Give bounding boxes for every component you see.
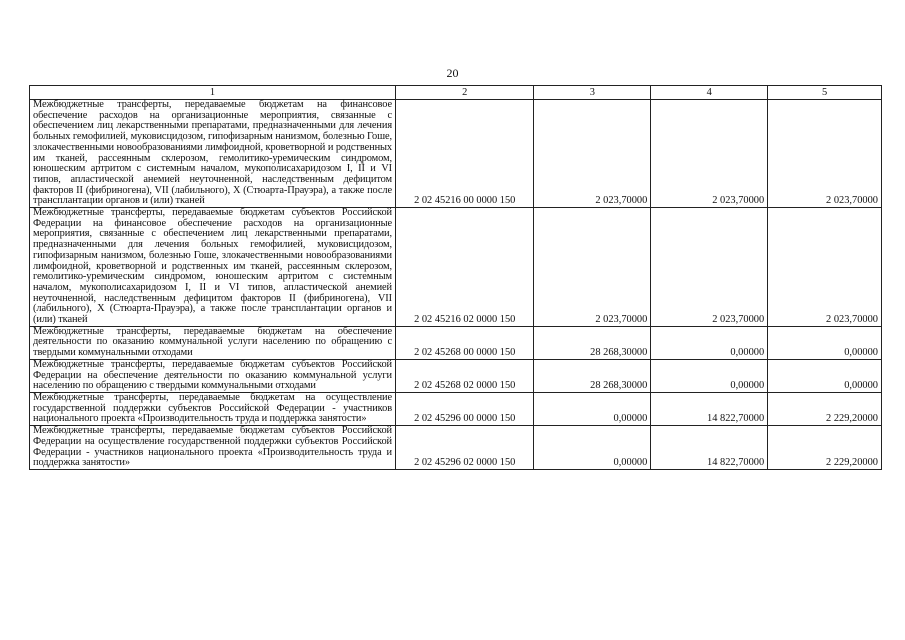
row-value-col3: 2 023,70000 <box>534 100 651 208</box>
header-row <box>30 86 882 100</box>
row-description: Межбюджетные трансферты, передаваемые бюджетам на финансовое обеспечение расходов на организационные мероприятия, связанные с обеспечением лиц лекарственными препаратами, предназначенными для лечения больных гемофилией, муковисцидозом, гипофизарным нанизмом, болезнью Гоше, злокачественными новообразованиями лимфоидной, кроветворной и родственных им тканей, рассеянным склерозом, гемолитико-уремическим синдромом, юношеским артритом с системным началом, мукополисахаридозом I, II и VI типов, апластической анемией неуточненной, наследственным дефицитом факторов II (фибриногена), VII (лабильного), X (Стюарта-Прауэра), а также после трансплантации органов и (или) тканей <box>30 100 396 208</box>
row-code: 2 02 45268 02 0000 150 <box>396 359 534 392</box>
row-value-col4: 2 023,70000 <box>651 208 768 327</box>
table-row <box>30 326 882 359</box>
table-row <box>30 426 882 470</box>
row-value-col5: 0,00000 <box>768 326 882 359</box>
row-value-col4: 0,00000 <box>651 359 768 392</box>
row-value-col3: 2 023,70000 <box>534 208 651 327</box>
row-value-col3: 28 268,30000 <box>534 359 651 392</box>
row-code: 2 02 45296 00 0000 150 <box>396 392 534 425</box>
column-header-4: 4 <box>651 86 768 100</box>
row-value-col4: 14 822,70000 <box>651 426 768 470</box>
row-code: 2 02 45216 00 0000 150 <box>396 100 534 208</box>
table-row <box>30 100 882 208</box>
row-code: 2 02 45216 02 0000 150 <box>396 208 534 327</box>
row-value-col5: 2 023,70000 <box>768 208 882 327</box>
row-code: 2 02 45296 02 0000 150 <box>396 426 534 470</box>
row-value-col4: 2 023,70000 <box>651 100 768 208</box>
row-value-col4: 14 822,70000 <box>651 392 768 425</box>
row-description: Межбюджетные трансферты, передаваемые бюджетам на осуществление государственной поддержки субъектов Российской Федерации - участников национального проекта «Производительность труда и поддержка занятости» <box>30 392 396 425</box>
row-value-col4: 0,00000 <box>651 326 768 359</box>
table-row <box>30 392 882 425</box>
column-header-1: 1 <box>30 86 396 100</box>
row-value-col5: 0,00000 <box>768 359 882 392</box>
row-description: Межбюджетные трансферты, передаваемые бюджетам субъектов Российской Федерации на обеспечение деятельности по оказанию коммунальной услуги населению по обращению с твердыми коммунальными отходами <box>30 359 396 392</box>
row-value-col3: 0,00000 <box>534 392 651 425</box>
budget-table <box>29 85 882 470</box>
row-value-col5: 2 023,70000 <box>768 100 882 208</box>
row-code: 2 02 45268 00 0000 150 <box>396 326 534 359</box>
table-row <box>30 208 882 327</box>
row-description: Межбюджетные трансферты, передаваемые бюджетам на обеспечение деятельности по оказанию коммунальной услуги населению по обращению с твердыми коммунальными отходами <box>30 326 396 359</box>
row-value-col5: 2 229,20000 <box>768 392 882 425</box>
table-row <box>30 359 882 392</box>
row-value-col5: 2 229,20000 <box>768 426 882 470</box>
row-value-col3: 0,00000 <box>534 426 651 470</box>
page-number: 20 <box>446 66 459 80</box>
column-header-3: 3 <box>534 86 651 100</box>
row-description: Межбюджетные трансферты, передаваемые бюджетам субъектов Российской Федерации на осуществление государственной поддержки субъектов Российской Федерации - участников национального проекта «Производительность труда и поддержка занятости» <box>30 426 396 470</box>
column-header-2: 2 <box>396 86 534 100</box>
row-value-col3: 28 268,30000 <box>534 326 651 359</box>
row-description: Межбюджетные трансферты, передаваемые бюджетам субъектов Российской Федерации на финансовое обеспечение расходов на организационные мероприятия, связанные с обеспечением лиц лекарственными препаратами, предназначенными для лечения больных гемофилией, муковисцидозом, гипофизарным нанизмом, болезнью Гоше, злокачественными новообразованиями лимфоидной, кроветворной и родственных им тканей, рассеянным склерозом, гемолитико-уремическим синдромом, юношеским артритом с системным началом, мукополисахаридозом I, II и VI типов, апластической анемией неуточненной, наследственным дефицитом факторов II (фибриногена), VII (лабильного), X (Стюарта-Прауэра), а также после трансплантации органов и (или) тканей <box>30 208 396 327</box>
column-header-5: 5 <box>768 86 882 100</box>
